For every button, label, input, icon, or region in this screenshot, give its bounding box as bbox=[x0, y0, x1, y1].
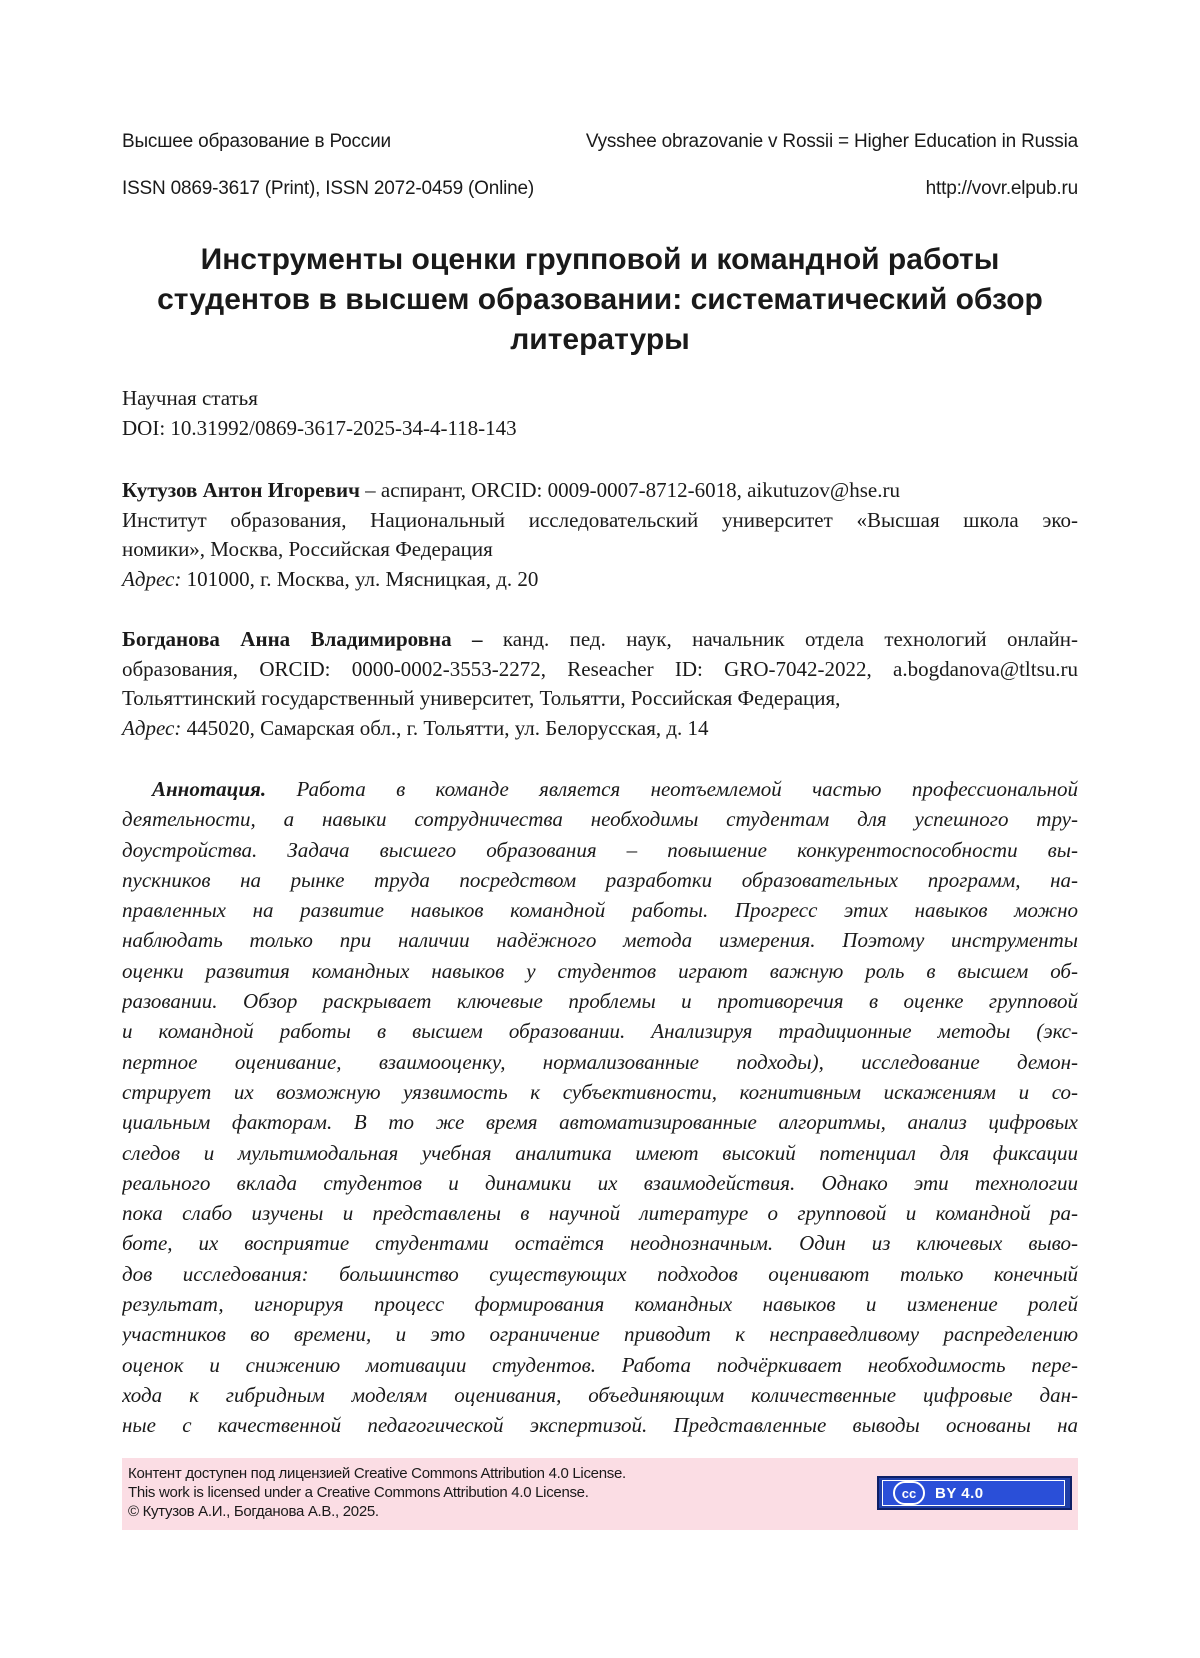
license-box bbox=[122, 1458, 1078, 1530]
author-details: – аспирант, ORCID: 0009-0007-8712-6018, aikutuzov@hse.ru bbox=[359, 478, 900, 502]
article-title bbox=[140, 240, 1060, 360]
title-line: студентов в высшем образовании: систематический обзор bbox=[157, 283, 1043, 316]
license-text bbox=[128, 1464, 626, 1521]
abstract-line: стрирует их возможную уязвимость к субъективности, когнитивным искажениям и со- bbox=[122, 1079, 1078, 1104]
cc-by-badge[interactable] bbox=[877, 1476, 1072, 1510]
creative-commons-icon: cc bbox=[893, 1481, 925, 1505]
abstract-line: дов исследования: большинство существующих подходов оценивают только конечный bbox=[122, 1261, 1078, 1286]
title-line: литературы bbox=[510, 323, 690, 356]
license-line-en: This work is licensed under a Creative Commons Attribution 4.0 License. bbox=[128, 1484, 589, 1501]
abstract-line: результат, игнорируя процесс формирования командных навыков и изменение ролей bbox=[122, 1292, 1078, 1317]
cc-by-label: BY 4.0 bbox=[935, 1484, 984, 1502]
issn-header bbox=[122, 178, 1078, 200]
abstract-line: наблюдать только при наличии надёжного метода измерения. Поэтому инструменты bbox=[122, 928, 1078, 953]
abstract-line: следов и мультимодальная учебная аналитика имеют высокий потенциал для фиксации bbox=[122, 1140, 1078, 1165]
address-label: Адрес: bbox=[122, 715, 182, 740]
author-address bbox=[122, 714, 1078, 744]
author-line bbox=[122, 625, 1078, 655]
abstract-line: и командной работы в высшем образовании. Анализируя традиционные методы (экс- bbox=[122, 1019, 1078, 1044]
title-line: Инструменты оценки групповой и командной работы bbox=[200, 243, 1000, 276]
abstract-line: деятельности, а навыки сотрудничества необходимы студентам для успешного тру- bbox=[122, 807, 1078, 832]
abstract-line: хода к гибридным моделям оценивания, объединяющим количественные цифровые дан- bbox=[122, 1382, 1078, 1407]
running-header bbox=[122, 131, 1078, 153]
address-text: 101000, г. Москва, ул. Мясницкая, д. 20 bbox=[181, 566, 539, 591]
abstract-line: ные с качественной педагогической экспертизой. Представленные выводы основаны на bbox=[122, 1413, 1078, 1438]
author-block-1 bbox=[122, 476, 1078, 594]
author-name: Богданова Анна Владимировна – bbox=[122, 627, 483, 651]
author-affiliation: Тольяттинский государственный университет, Тольятти, Российская Федерация, bbox=[122, 686, 841, 710]
author-affiliation: номики», Москва, Российская Федерация bbox=[122, 537, 493, 561]
doi[interactable]: DOI: 10.31992/0869-3617-2025-34-4-118-143 bbox=[122, 415, 517, 440]
abstract-label: Аннотация. bbox=[152, 777, 267, 801]
copyright-line: © Кутузов А.И., Богданова А.В., 2025. bbox=[128, 1503, 379, 1520]
abstract-line: правленных на развитие навыков командной работы. Прогресс этих навыков можно bbox=[122, 898, 1078, 923]
author-address bbox=[122, 565, 1078, 595]
author-details-cont: образования, ORCID: 0000-0002-3553-2272, Reseacher ID: GRO-7042-2022, a.bogdanova@tltsu.ru bbox=[122, 656, 1078, 681]
address-label: Адрес: bbox=[122, 566, 182, 591]
author-block-2 bbox=[122, 625, 1078, 743]
abstract-line: пускников на рынке труда посредством разработки образовательных программ, на- bbox=[122, 867, 1078, 892]
cc-badge-inner bbox=[882, 1480, 1065, 1506]
abstract bbox=[122, 774, 1078, 1441]
abstract-line: участников во времени, и это ограничение приводит к несправедливому распределению bbox=[122, 1322, 1078, 1347]
abstract-line: доустройства. Задача высшего образования – повышение конкурентоспособности вы- bbox=[122, 837, 1078, 862]
article-type: Научная статья bbox=[122, 386, 258, 410]
abstract-line: пертное оценивание, взаимооценку, нормализованные подходы), исследование демон- bbox=[122, 1049, 1078, 1074]
abstract-line: разовании. Обзор раскрывает ключевые проблемы и противоречия в оценке групповой bbox=[122, 989, 1078, 1014]
address-text: 445020, Самарская обл., г. Тольятти, ул. Белорусская, д. 14 bbox=[181, 715, 709, 740]
author-line bbox=[122, 476, 1078, 506]
abstract-line: оценки развития командных навыков у студентов играют важную роль в высшем об- bbox=[122, 958, 1078, 983]
abstract-line: циальным факторам. В то же время автоматизированные алгоритмы, анализ цифровых bbox=[122, 1110, 1078, 1135]
journal-title-ru: Высшее образование в России bbox=[122, 131, 391, 152]
article-meta bbox=[122, 384, 1078, 443]
abstract-line: боте, их восприятие студентами остаётся неоднозначным. Один из ключевых выво- bbox=[122, 1231, 1078, 1256]
journal-url[interactable]: http://vovr.elpub.ru bbox=[925, 178, 1078, 199]
abstract-line: Аннотация. Работа в команде является неотъемлемой частью профессиональной bbox=[152, 777, 1078, 801]
author-name: Кутузов Антон Игоревич bbox=[122, 478, 360, 502]
author-affiliation: Институт образования, Национальный исследовательский университет «Высшая школа эко- bbox=[122, 507, 1078, 532]
issn-text: ISSN 0869-3617 (Print), ISSN 2072-0459 (Online) bbox=[122, 178, 534, 199]
abstract-line: пока слабо изучены и представлены в научной литературе о групповой и командной ра- bbox=[122, 1201, 1078, 1226]
abstract-line: реального вклада студентов и динамики их взаимодействия. Однако эти технологии bbox=[122, 1170, 1078, 1195]
license-line-ru: Контент доступен под лицензией Creative Commons Attribution 4.0 License. bbox=[128, 1465, 626, 1482]
author-details: канд. пед. наук, начальник отдела технологий онлайн- bbox=[482, 627, 1078, 651]
journal-title-en: Vysshee obrazovanie v Rossii = Higher Education in Russia bbox=[585, 131, 1078, 152]
abstract-line: оценок и снижению мотивации студентов. Работа подчёркивает необходимость пере- bbox=[122, 1352, 1078, 1377]
